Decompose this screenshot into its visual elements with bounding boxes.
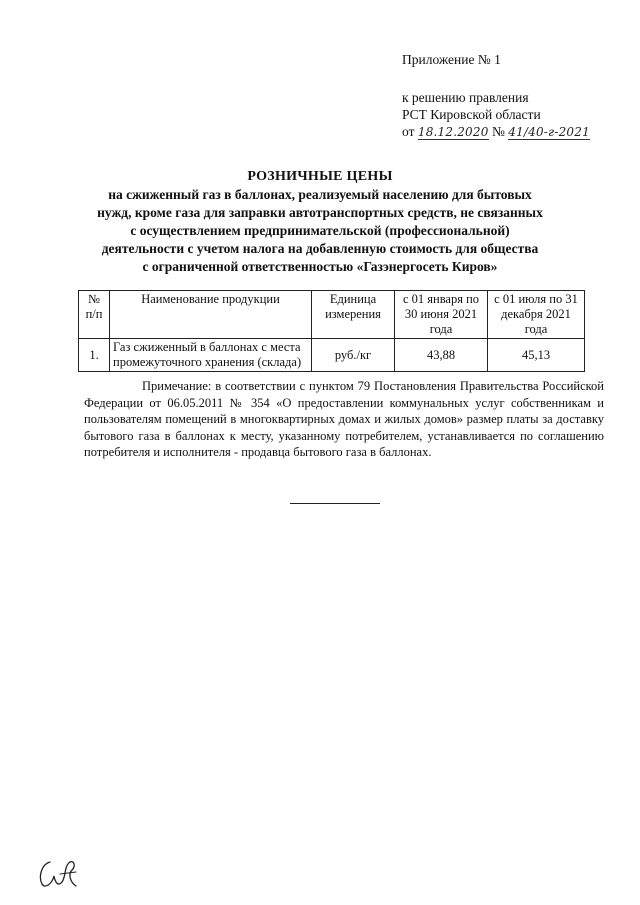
- row-product-name-l2: промежуточного хранения (склада): [113, 355, 302, 369]
- header-period-2-l3: года: [524, 322, 548, 336]
- decision-number: 41/40-г-2021: [508, 125, 590, 139]
- title-line-6: с ограниченной ответственностью «Газэнергосеть Киров»: [142, 259, 498, 274]
- title-heading: РОЗНИЧНЫЕ ЦЕНЫ: [247, 169, 393, 184]
- header-period-1-l1: с 01 января по: [402, 292, 480, 306]
- title-line-2: на сжиженный газ в баллонах, реализуемый населению для бытовых: [108, 187, 532, 202]
- title-line-5: деятельности с учетом налога на добавленную стоимость для общества: [101, 241, 539, 256]
- row-product-name: [110, 339, 312, 372]
- table-row: [79, 339, 585, 372]
- number-sign: №: [491, 124, 505, 139]
- appendix-label: Приложение № 1: [402, 52, 501, 67]
- decision-date-number: [402, 123, 590, 141]
- header-unit: [312, 291, 395, 339]
- row-price-2: 45,13: [488, 339, 585, 372]
- header-name: [110, 291, 312, 339]
- price-table: [78, 290, 585, 372]
- header-unit-l1: Единица: [329, 292, 377, 306]
- from-prefix: от: [402, 124, 415, 139]
- handwritten-initials-mark: [36, 856, 82, 890]
- header-period-1-l3: года: [429, 322, 453, 336]
- header-period-1: [395, 291, 488, 339]
- header-period-2-l2: декабря 2021: [501, 307, 571, 321]
- divider-line: [290, 503, 380, 504]
- decision-line-2: РСТ Кировской области: [402, 107, 541, 122]
- header-period-1-l2: 30 июня 2021: [404, 307, 478, 321]
- header-num-l1: №: [88, 292, 100, 306]
- title-line-3: нужд, кроме газа для заправки автотранспортных средств, не связанных: [97, 205, 543, 220]
- header-period-2: [488, 291, 585, 339]
- decision-date: 18.12.2020: [417, 125, 489, 139]
- header-num: [79, 291, 110, 339]
- note-text: Примечание: в соответствии с пунктом 79 Постановления Правительства Российской Федерации от 06.05.2011 № 354 «О предоставлении коммунальных услуг собственникам и пользователям помещений в многоквартирных домах и жилых домов» размер платы за доставку бытового газа в баллонах к месту, указанному потребителем, устанавливается по соглашению потребителя и исполнителя - продавца бытового газа в баллонах.: [84, 379, 604, 459]
- document-title: [60, 168, 580, 276]
- header-name-text: Наименование продукции: [141, 292, 280, 306]
- row-num: 1.: [79, 339, 110, 372]
- header-num-l2: п/п: [85, 307, 103, 321]
- row-price-1: 43,88: [395, 339, 488, 372]
- row-product-name-l1: Газ сжиженный в баллонах с места: [113, 340, 301, 354]
- title-line-4: с осуществлением предпринимательской (профессиональной): [130, 223, 510, 238]
- table-header-row: [79, 291, 585, 339]
- header-unit-l2: измерения: [325, 307, 381, 321]
- decision-line-1: к решению правления: [402, 90, 529, 105]
- header-period-2-l1: с 01 июля по 31: [494, 292, 578, 306]
- row-unit: руб./кг: [312, 339, 395, 372]
- note-paragraph: [84, 378, 604, 461]
